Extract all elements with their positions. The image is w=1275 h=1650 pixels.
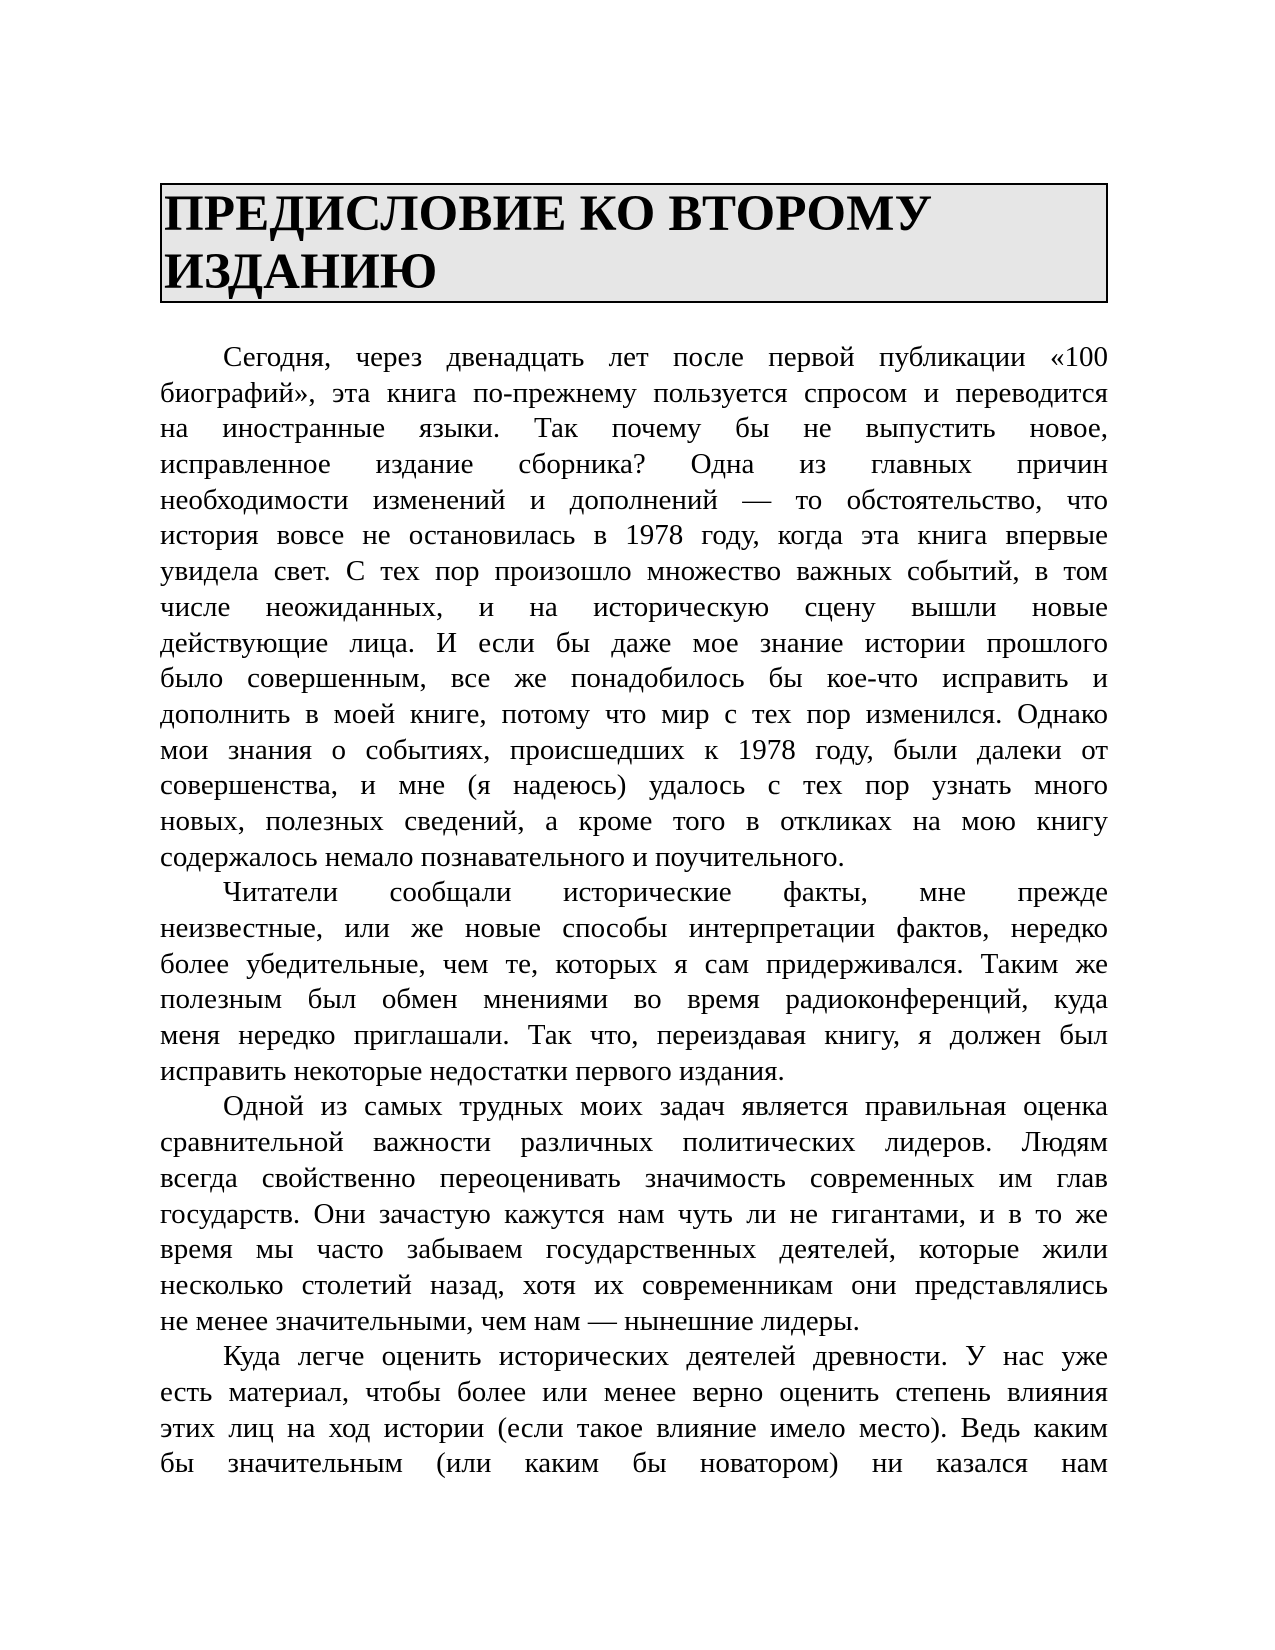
text-line: биографий», эта книга по-прежнему пользуется спросом и переводится [160,376,1108,409]
chapter-title-box [160,183,1108,303]
text-line: полезным был обмен мнениями во время радиоконференций, куда [160,983,1108,1016]
text-line: новых, полезных сведений, а кроме того в откликах на мою книгу [160,804,1108,837]
text-line: бы значительным (или каким бы новатором) ни казался нам [160,1447,1108,1480]
text-line: Читатели сообщали исторические факты, мне прежде [223,876,1108,909]
text-line: совершенства, и мне (я надеюсь) удалось с тех пор узнать много [160,769,1108,802]
text-line: числе неожиданных, и на историческую сцену вышли новые [160,590,1108,623]
text-line: не менее значительными, чем нам — нынешние лидеры. [160,1304,860,1337]
text-line: содержалось немало познавательного и поучительного. [160,840,845,873]
text-line: Сегодня, через двенадцать лет после первой публикации «100 [223,341,1108,373]
text-line: необходимости изменений и дополнений — то обстоятельство, что [160,483,1108,516]
text-line: увидела свет. С тех пор произошло множество важных событий, в том [160,555,1108,588]
body-text [160,340,1108,1482]
text-line: действующие лица. И если бы даже мое знание истории прошлого [160,626,1108,659]
text-line: всегда свойственно переоценивать значимость современных им глав [160,1161,1108,1194]
text-line: неизвестные, или же новые способы интерпретации фактов, нередко [160,912,1108,944]
text-line: история вовсе не остановилась в 1978 году, когда эта книга впервые [160,519,1108,552]
text-line: дополнить в моей книге, потому что мир с тех пор изменился. Однако [160,697,1108,730]
text-line: Одной из самых трудных моих задач является правильная оценка [223,1090,1108,1123]
text-line: более убедительные, чем те, которых я сам придерживался. Таким же [160,947,1108,980]
text-line: государств. Они зачастую кажутся нам чуть ли не гигантами, и в то же [160,1197,1108,1230]
text-line: на иностранные языки. Так почему бы не выпустить новое, [160,412,1108,445]
chapter-title-line-1: ПРЕДИСЛОВИЕ КО ВТОРОМУ [164,186,933,242]
text-line: было совершенным, все же понадобилось бы кое-что исправить и [160,662,1108,695]
text-line: исправить некоторые недостатки первого издания. [160,1054,785,1087]
text-line: есть материал, чтобы более или менее верно оценить степень влияния [160,1375,1108,1408]
chapter-title [164,185,1106,301]
text-line: сравнительной важности различных политических лидеров. Людям [160,1126,1108,1159]
text-line: время мы часто забываем государственных деятелей, которые жили [160,1233,1108,1266]
text-line: исправленное издание сборника? Одна из главных причин [160,448,1108,481]
text-line: несколько столетий назад, хотя их современникам они представлялись [160,1268,1108,1301]
text-line: этих лиц на ход истории (если такое влияние имело место). Ведь каким [160,1411,1108,1444]
chapter-title-line-2: ИЗДАНИЮ [164,244,438,300]
text-line: меня нередко приглашали. Так что, переиздавая книгу, я должен был [160,1019,1108,1052]
text-line: Куда легче оценить исторических деятелей древности. У нас уже [223,1340,1108,1373]
text-line: мои знания о событиях, происшедших к 1978 году, были далеки от [160,733,1108,766]
